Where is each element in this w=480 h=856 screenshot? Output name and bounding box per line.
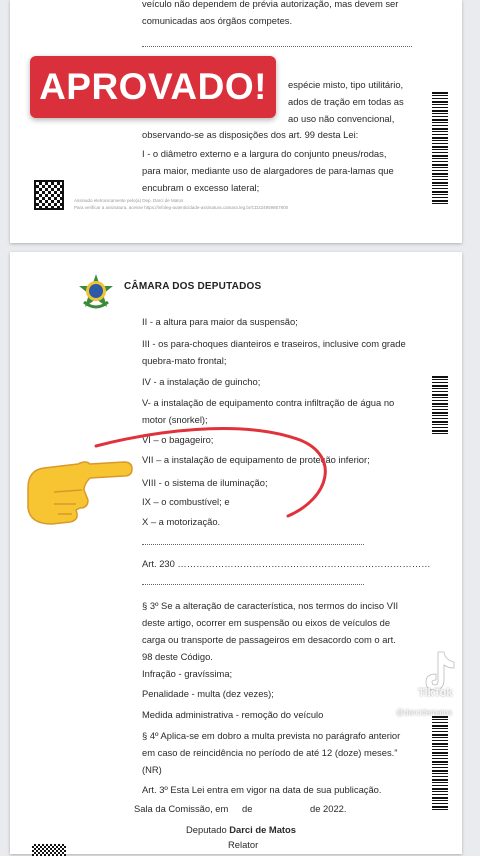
dotted-line (142, 544, 364, 545)
item-ix: IX – o combustível; e (142, 496, 230, 507)
barcode (432, 92, 448, 206)
backhand-index-pointing-right-icon (24, 448, 134, 532)
dotted-line (142, 46, 412, 47)
paragraph-4: em caso de reincidência no período de até 12 (doze) meses.” (142, 747, 398, 758)
item-viii: VIII - o sistema de iluminação; (142, 477, 268, 488)
text-line: comunicadas aos órgãos competes. (142, 15, 293, 26)
brazil-coat-of-arms-icon (76, 272, 116, 312)
deputy-signature (186, 822, 296, 838)
item-x: X – a motorização. (142, 516, 221, 527)
item-v-cont: motor (snorkel); (142, 414, 208, 425)
text-fragment: ao uso não convencional, (288, 113, 395, 124)
infracao: Infração - gravíssima; (142, 668, 233, 679)
item-iv: IV - a instalação de guincho; (142, 376, 261, 387)
text-line: I - o diâmetro externo e a largura do conjunto pneus/rodas, (142, 148, 387, 159)
paragraph-4: § 4º Aplica-se em dobro a multa prevista no parágrafo anterior (142, 730, 401, 741)
text-line: observando-se as disposições dos art. 99 desta Lei: (142, 129, 359, 140)
paragraph-3: § 3º Se a alteração de característica, nos termos do inciso VII (142, 600, 399, 611)
item-vi: VI – o bagageiro; (142, 434, 214, 445)
item-v: V- a instalação de equipamento contra infiltração de água no (142, 397, 395, 408)
item-iii: III - os para-choques dianteiros e traseiros, inclusive com grade (142, 338, 406, 349)
paragraph-3: deste artigo, ocorrer em suspensão ou eixos de veículos de (142, 617, 391, 628)
text-fragment: espécie misto, tipo utilitário, (288, 79, 404, 90)
art-230: Art. 230 ……………………………………………………………………… (142, 558, 431, 569)
item-ii: II - a altura para maior da suspensão; (142, 316, 298, 327)
relator-label: Relator (228, 839, 259, 850)
paragraph-3: carga ou transporte de passageiros em desacordo com o art. (142, 634, 396, 645)
document-page-1 (10, 0, 462, 243)
barcode (432, 716, 448, 812)
sala-de: de (242, 803, 253, 814)
text-line: encubram o excesso lateral; (142, 182, 260, 193)
text-line: para maior, mediante uso de alargadores de para-lamas que (142, 165, 394, 176)
medida-administrativa: Medida administrativa - remoção do veículo (142, 709, 324, 720)
text-line: veículo não dependem de prévia autorização, mas devem ser (142, 0, 399, 9)
sala-year: de 2022. (310, 803, 347, 814)
paragraph-4: (NR) (142, 764, 162, 775)
tiktok-username: @darcidematos (396, 708, 453, 717)
deputy-name: Darci de Matos (229, 824, 296, 835)
chamber-header: CÂMARA DOS DEPUTADOS (124, 281, 262, 292)
approved-stamp: APROVADO! (30, 56, 276, 118)
item-iii-cont: quebra-mato frontal; (142, 355, 227, 366)
art-3: Art. 3º Esta Lei entra em vigor na data de sua publicação. (142, 784, 382, 795)
deputy-prefix: Deputado (186, 824, 227, 835)
barcode (432, 376, 448, 436)
signature-note: Para verificar a assinatura, acesse https://infoleg-autenticidade-assinatura.camara.leg.br/CD224959867900 (74, 205, 289, 210)
penalidade: Penalidade - multa (dez vezes); (142, 688, 274, 699)
tiktok-watermark-label: TikTok (418, 687, 453, 699)
sala-da-comissao: Sala da Comissão, em (134, 803, 229, 814)
signature-note: Assinado eletronicamente pelo(a) Dep. Darci de Matos (74, 198, 184, 203)
dotted-line (142, 584, 364, 585)
qr-code (34, 180, 64, 210)
qr-code (32, 844, 66, 856)
paragraph-3: 98 deste Código. (142, 651, 213, 662)
item-vii: VII – a instalação de equipamento de proteção inferior; (142, 454, 370, 465)
text-fragment: ados de tração em todas as (288, 96, 404, 107)
